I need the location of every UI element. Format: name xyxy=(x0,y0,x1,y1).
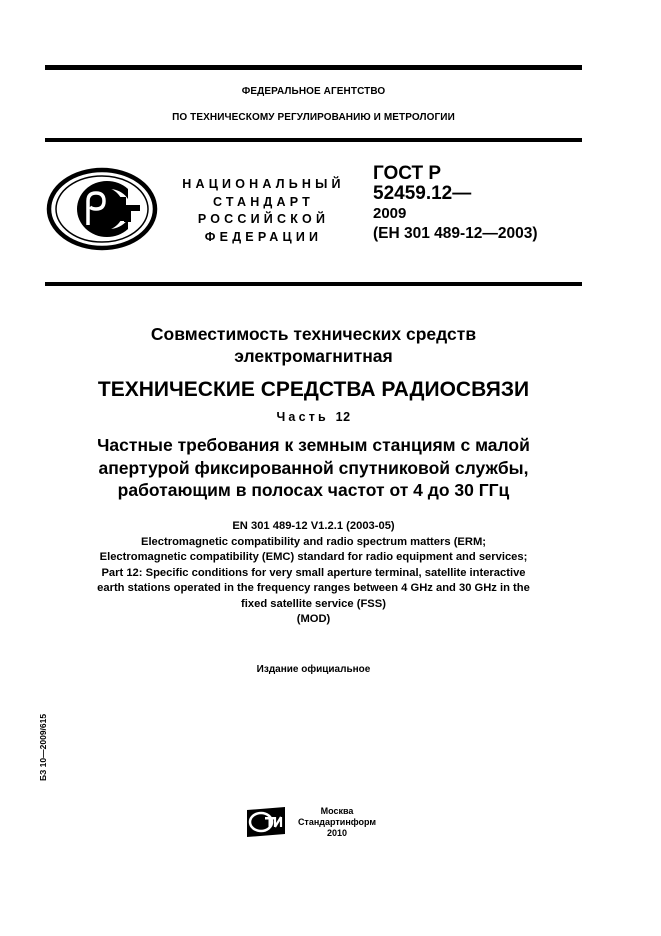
en-line-2: Electromagnetic compatibility and radio spectrum matters (ERM; xyxy=(140,535,487,548)
agency-line-1: ФЕДЕРАЛЬНОЕ АГЕНТСТВО xyxy=(241,86,386,97)
subtitle xyxy=(30,434,597,502)
agency-line-2: ПО ТЕХНИЧЕСКОМУ РЕГУЛИРОВАНИЮ И МЕТРОЛОГИИ xyxy=(172,112,455,123)
title-rule xyxy=(45,282,582,286)
title-subheading xyxy=(30,323,597,367)
subtitle-line-3: работающим в полосах частот от 4 до 30 ГГц xyxy=(117,480,510,500)
side-code: БЗ 10—2009/615 xyxy=(38,713,48,781)
standard-designation xyxy=(373,164,538,244)
standard-type-line-1: НАЦИОНАЛЬНЫЙ xyxy=(182,177,345,191)
top-rule xyxy=(45,65,582,70)
designation-line-1: ГОСТ Р xyxy=(373,163,442,184)
en-line-6: fixed satellite service (FSS) xyxy=(241,597,386,610)
subtitle-line-1: Частные требования к земным станциям с малой xyxy=(97,435,530,455)
publisher-name: Стандартинформ xyxy=(297,817,377,827)
gost-r-emblem-icon xyxy=(46,167,158,251)
en-line-5: earth stations operated in the frequency ranges between 4 GHz and 30 GHz in the xyxy=(97,582,530,594)
header-rule xyxy=(45,138,582,142)
publisher-city: Москва xyxy=(320,806,354,816)
part-label: Часть xyxy=(276,410,329,424)
standard-type xyxy=(172,176,355,246)
title-sub-line-1: Совместимость технических средств xyxy=(150,324,477,344)
publisher-year: 2010 xyxy=(326,828,348,838)
designation-en-ref: (ЕН 301 489-12—2003) xyxy=(373,225,538,242)
standard-type-line-2: СТАНДАРТ xyxy=(213,194,314,209)
english-title-block xyxy=(30,519,597,628)
part-heading xyxy=(30,410,597,424)
publisher-block xyxy=(296,806,378,839)
title-sub-line-2: электромагнитная xyxy=(234,346,393,366)
edition-label: Издание официальное xyxy=(256,664,371,675)
part-number: 12 xyxy=(335,410,351,424)
standard-type-line-3: РОССИЙСКОЙ xyxy=(197,212,330,226)
en-line-7: (MOD) xyxy=(296,613,331,625)
en-line-3: Electromagnetic compatibility (EMC) standard for radio equipment and services; xyxy=(99,551,528,563)
page-title: ТЕХНИЧЕСКИЕ СРЕДСТВА РАДИОСВЯЗИ xyxy=(97,378,530,401)
en-line-1: EN 301 489-12 V1.2.1 (2003-05) xyxy=(232,520,395,532)
en-line-4: Part 12: Specific conditions for very small aperture terminal, satellite interactive xyxy=(101,566,526,579)
standard-type-line-4: ФЕДЕРАЦИИ xyxy=(204,229,323,244)
standartinform-logo-icon xyxy=(245,806,289,838)
designation-year: 2009 xyxy=(373,205,407,222)
subtitle-line-2: апертурой фиксированной спутниковой службы, xyxy=(98,457,529,478)
designation-number: 52459.12— xyxy=(373,183,472,204)
